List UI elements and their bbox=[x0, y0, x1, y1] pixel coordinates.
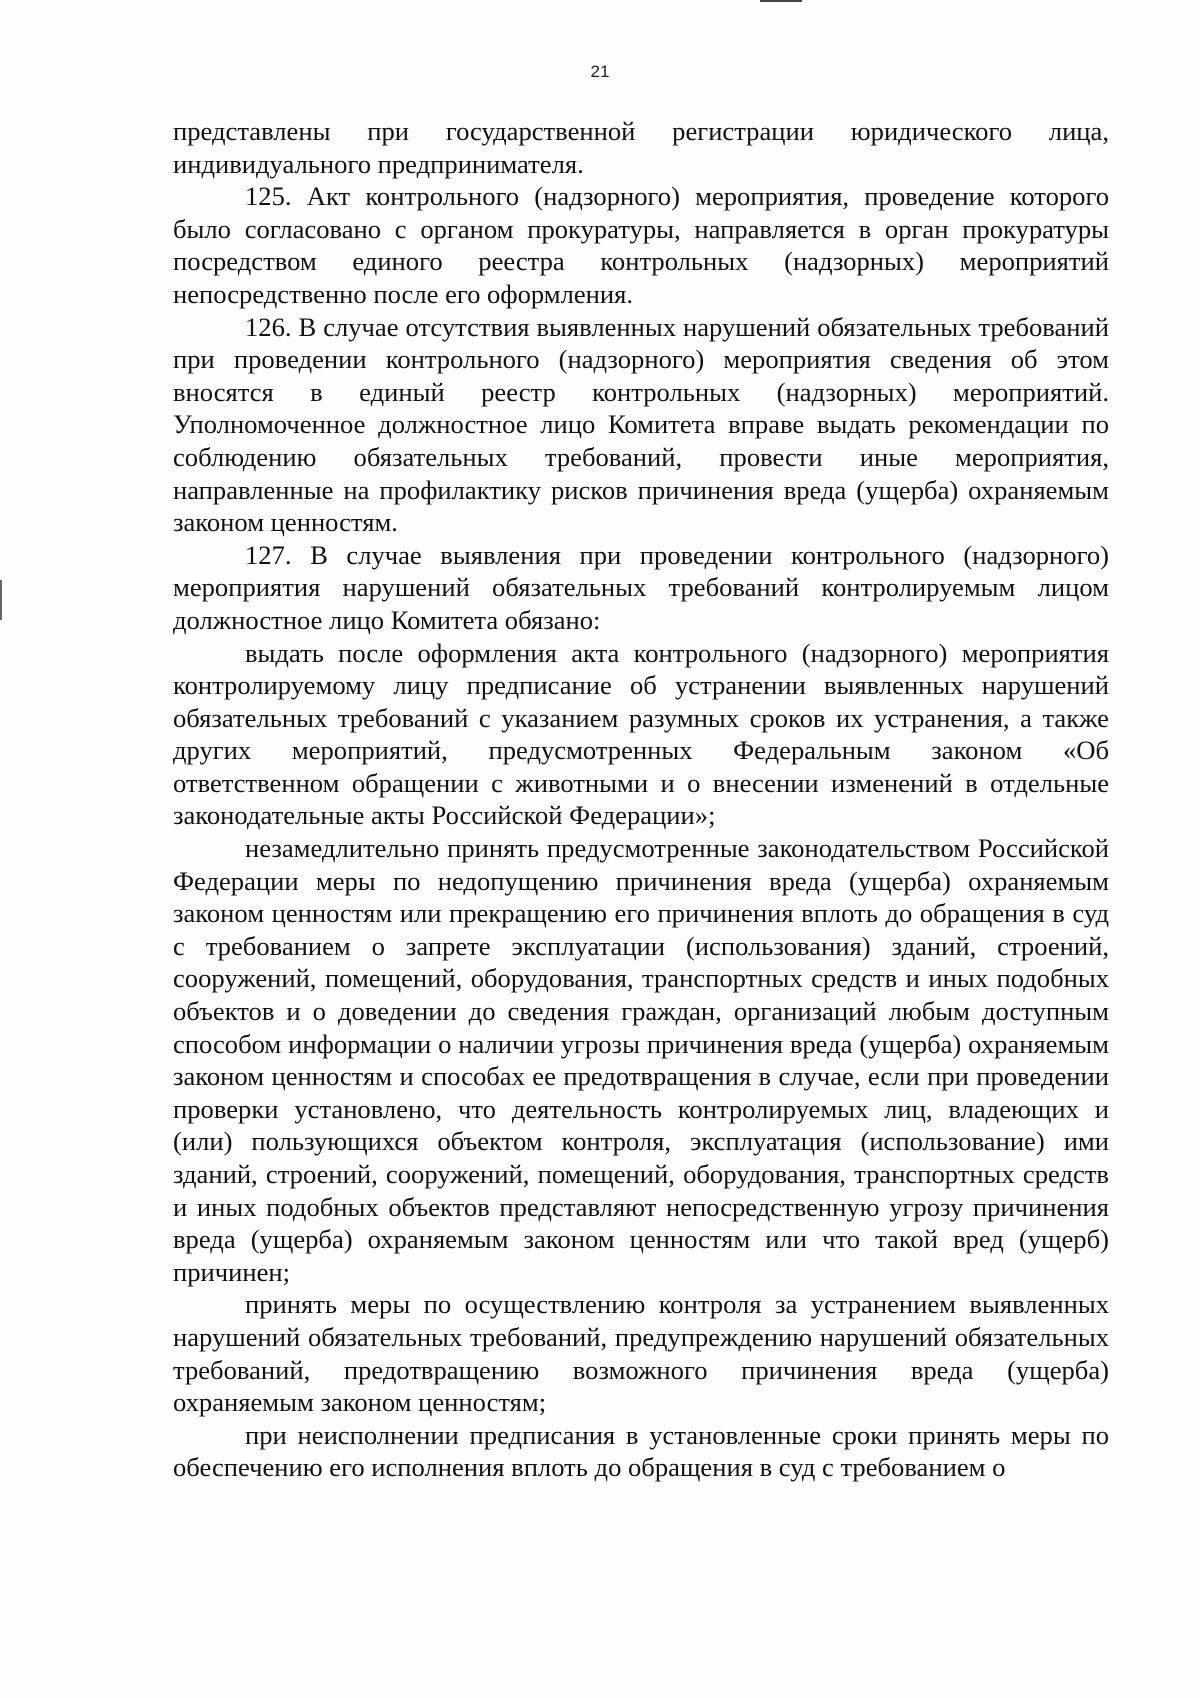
paragraph-subitem-issue-order: выдать после оформления акта контрольного (надзорного) мероприятия контролируемому лицу предписание об устранении выявленных нарушений обязательных требований с указанием разумных сроков их устранения, а также других мероприятий, предусмотренных Федеральным законом «Об ответственном обращении с животными и о внесении изменений в отдельные законодательные акты Российской Федерации»; bbox=[173, 637, 1109, 831]
paragraph-subitem-take-measures: незамедлительно принять предусмотренные законодательством Российской Федерации меры по недопущению причинения вреда (ущерба) охраняемым законом ценностям или прекращению его причинения вплоть до обращения в суд с требованием о запрете эксплуатации (использования) зданий, строений, сооружений, помещений, оборудования, транспортных средств и иных подобных объектов и о доведении до сведения граждан, организаций любым доступным способом информации о наличии угрозы причинения вреда (ущерба) охраняемым законом ценностям и способах ее предотвращения в случае, если при проведении проверки установлено, что деятельность контролируемых лиц, владеющих и (или) пользующихся объектом контроля, эксплуатация (использование) ими зданий, строений, сооружений, помещений, оборудования, транспортных средств и иных подобных объектов представляют непосредственную угрозу причинения вреда (ущерба) охраняемым законом ценностям или что такой вред (ущерб) причинен; bbox=[173, 833, 1109, 1287]
paragraph-continuation: представлены при государственной регистрации юридического лица, индивидуального предпринимателя. bbox=[173, 116, 1109, 179]
page-number: 21 bbox=[590, 62, 610, 81]
scan-edge-mark bbox=[0, 580, 2, 620]
scan-edge-mark bbox=[760, 0, 802, 2]
paragraph-subitem-control-elimination: принять меры по осуществлению контроля за устранением выявленных нарушений обязательных требований, предупреждению нарушений обязательных требований, предотвращению возможного причинения вреда (ущерба) охраняемым законом ценностям; bbox=[173, 1289, 1109, 1418]
paragraph-item-127: 127. В случае выявления при проведении контрольного (надзорного) мероприятия нарушений обязательных требований контролируемым лицом должностное лицо Комитета обязано: bbox=[173, 539, 1109, 635]
document-body bbox=[173, 115, 1109, 1484]
paragraph-subitem-enforce-order: при неисполнении предписания в установленные сроки принять меры по обеспечению его исполнения вплоть до обращения в суд с требованием о bbox=[173, 1419, 1109, 1483]
paragraph-item-126: 126. В случае отсутствия выявленных нарушений обязательных требований при проведении контрольного (надзорного) мероприятия сведения об этом вносятся в единый реестр контрольных (надзорных) мероприятий. Уполномоченное должностное лицо Комитета вправе выдать рекомендации по соблюдению обязательных требований, провести иные мероприятия, направленные на профилактику рисков причинения вреда (ущерба) охраняемым законом ценностям. bbox=[173, 311, 1109, 538]
paragraph-item-125: 125. Акт контрольного (надзорного) мероприятия, проведение которого было согласовано с органом прокуратуры, направляется в орган прокуратуры посредством единого реестра контрольных (надзорных) мероприятий непосредственно после его оформления. bbox=[173, 181, 1109, 309]
